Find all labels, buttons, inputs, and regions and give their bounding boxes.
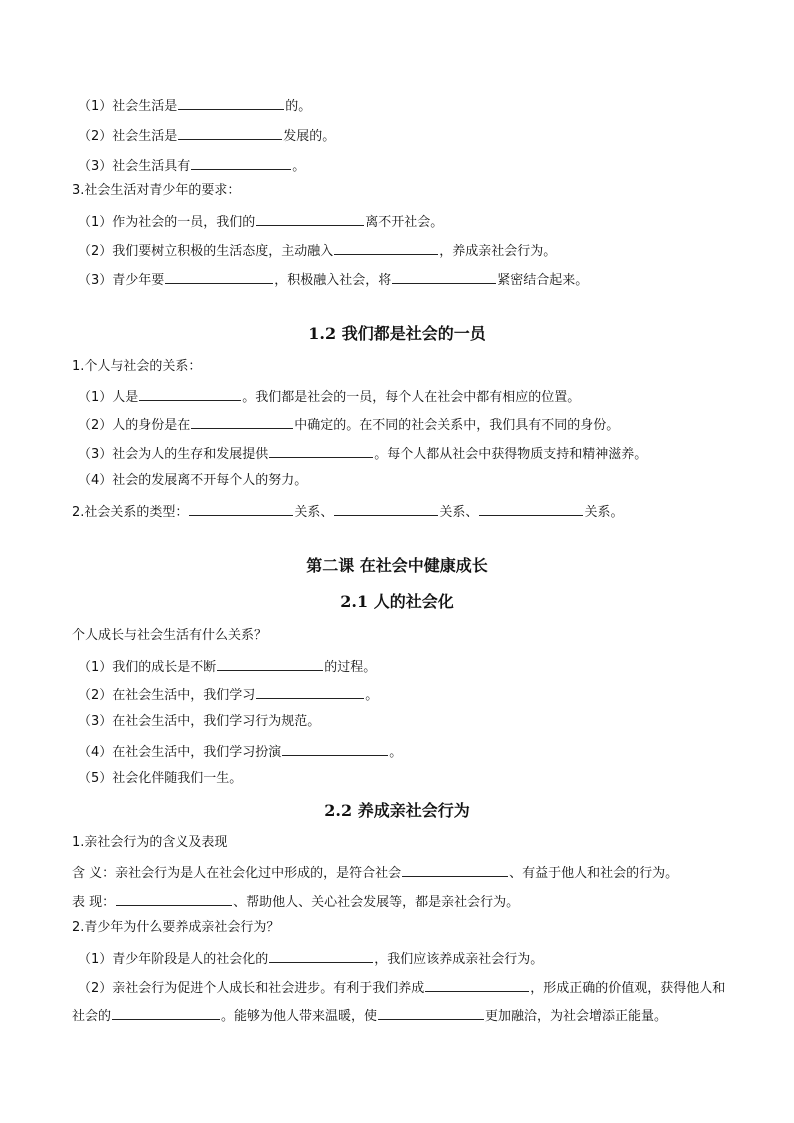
sec1-line-5 — [78, 241, 754, 260]
sec12-question-2 — [72, 502, 754, 521]
answer-blank[interactable] — [191, 156, 291, 170]
answer-blank[interactable] — [402, 863, 508, 877]
text: 的过程。 — [324, 660, 377, 675]
sec21-line-2 — [78, 685, 754, 704]
text: 。 — [389, 745, 403, 760]
text: ，养成亲社会行为。 — [439, 244, 557, 259]
answer-blank[interactable] — [269, 949, 373, 963]
text: （2）亲社会行为促进个人成长和社会进步。有利于我们养成 — [78, 981, 425, 996]
sec1-line-4 — [78, 212, 754, 231]
answer-blank[interactable] — [112, 1006, 220, 1020]
answer-blank[interactable] — [139, 387, 241, 401]
text: 关系。 — [584, 505, 624, 520]
sec12-line-4: （4）社会的发展离不开每个人的努力。 — [78, 473, 308, 488]
text: 更加融洽，为社会增添正能量。 — [485, 1009, 668, 1024]
sec21-line-1 — [78, 657, 754, 676]
text: （1）作为社会的一员，我们的 — [78, 215, 256, 230]
text: （2）社会生活是 — [78, 129, 178, 144]
answer-blank[interactable] — [178, 96, 284, 110]
sec1-line-1 — [78, 96, 754, 115]
answer-blank[interactable] — [116, 892, 232, 906]
text: 。每个人都从社会中获得物质支持和精神滋养。 — [374, 447, 648, 462]
sec12-line-2 — [78, 415, 754, 434]
sec1-line-3 — [78, 156, 754, 175]
section-heading-1-2: 1.2 我们都是社会的一员 — [308, 324, 486, 343]
text: （2）我们要树立积极的生活态度，主动融入 — [78, 244, 334, 259]
text: 2.社会关系的类型： — [72, 505, 189, 520]
text: ，积极融入社会，将 — [274, 273, 392, 288]
text: 含 义：亲社会行为是人在社会化过中形成的，是符合社会 — [72, 866, 402, 881]
answer-blank[interactable] — [191, 415, 293, 429]
text: 紧密结合起来。 — [497, 273, 589, 288]
text: 离不开社会。 — [365, 215, 444, 230]
sec21-line-3: （3）在社会生活中，我们学习行为规范。 — [78, 714, 321, 729]
sec22-meaning — [72, 863, 754, 882]
text: 发展的。 — [283, 129, 336, 144]
sec21-line-5: （5）社会化伴随我们一生。 — [78, 771, 243, 786]
sec1-question-3: 3.社会生活对青少年的要求： — [72, 183, 241, 198]
sec12-line-3 — [78, 444, 754, 463]
text: 。能够为他人带来温暖，使 — [221, 1009, 378, 1024]
sec12-question-1: 1.个人与社会的关系： — [72, 359, 202, 374]
text: 的。 — [285, 99, 312, 114]
sec22-line-2 — [78, 978, 754, 997]
text: （1）我们的成长是不断 — [78, 660, 217, 675]
answer-blank[interactable] — [178, 126, 282, 140]
text: 、有益于他人和社会的行为。 — [509, 866, 679, 881]
text: 。 — [365, 688, 379, 703]
answer-blank[interactable] — [256, 212, 364, 226]
text: （1）青少年阶段是人的社会化的 — [78, 952, 269, 967]
lesson-heading-2: 第二课 在社会中健康成长 — [306, 556, 488, 575]
text: 社会的 — [72, 1009, 112, 1024]
text: （3）青少年要 — [78, 273, 165, 288]
answer-blank[interactable] — [334, 241, 438, 255]
text: （2）在社会生活中，我们学习 — [78, 688, 256, 703]
text: 。我们都是社会的一员，每个人在社会中都有相应的位置。 — [242, 390, 581, 405]
answer-blank[interactable] — [378, 1006, 484, 1020]
text: 表 现： — [72, 895, 116, 910]
text: ，我们应该养成亲社会行为。 — [374, 952, 544, 967]
text: （1）人是 — [78, 390, 139, 405]
sec22-question-2: 2.青少年为什么要养成亲社会行为？ — [72, 920, 280, 935]
sec1-line-2 — [78, 126, 754, 145]
sec22-line-1 — [78, 949, 754, 968]
text: 。 — [292, 159, 306, 174]
answer-blank[interactable] — [256, 685, 364, 699]
answer-blank[interactable] — [189, 502, 293, 516]
section-heading-2-1: 2.1 人的社会化 — [340, 592, 454, 611]
sec21-question: 个人成长与社会生活有什么关系？ — [72, 628, 268, 643]
text: 关系、 — [294, 505, 334, 520]
answer-blank[interactable] — [282, 742, 388, 756]
answer-blank[interactable] — [217, 657, 323, 671]
answer-blank[interactable] — [269, 444, 373, 458]
answer-blank[interactable] — [165, 270, 273, 284]
sec12-line-1 — [78, 387, 754, 406]
text: （4）在社会生活中，我们学习扮演 — [78, 745, 282, 760]
text: （1）社会生活是 — [78, 99, 178, 114]
text: 关系、 — [439, 505, 479, 520]
text: （3）社会生活具有 — [78, 159, 191, 174]
answer-blank[interactable] — [392, 270, 496, 284]
text: 、帮助他人、关心社会发展等，都是亲社会行为。 — [233, 895, 520, 910]
answer-blank[interactable] — [425, 978, 529, 992]
text: ，形成正确的价值观，获得他人和 — [530, 981, 726, 996]
text: （2）人的身份是在 — [78, 418, 191, 433]
sec22-question-1: 1.亲社会行为的含义及表现 — [72, 835, 228, 850]
sec21-line-4 — [78, 742, 754, 761]
sec22-show — [72, 892, 754, 911]
section-heading-2-2: 2.2 养成亲社会行为 — [324, 801, 470, 820]
answer-blank[interactable] — [334, 502, 438, 516]
text: （3）社会为人的生存和发展提供 — [78, 447, 269, 462]
sec22-line-3 — [72, 1006, 754, 1025]
sec1-line-6 — [78, 270, 754, 289]
text: 中确定的。在不同的社会关系中，我们具有不同的身份。 — [294, 418, 620, 433]
answer-blank[interactable] — [479, 502, 583, 516]
